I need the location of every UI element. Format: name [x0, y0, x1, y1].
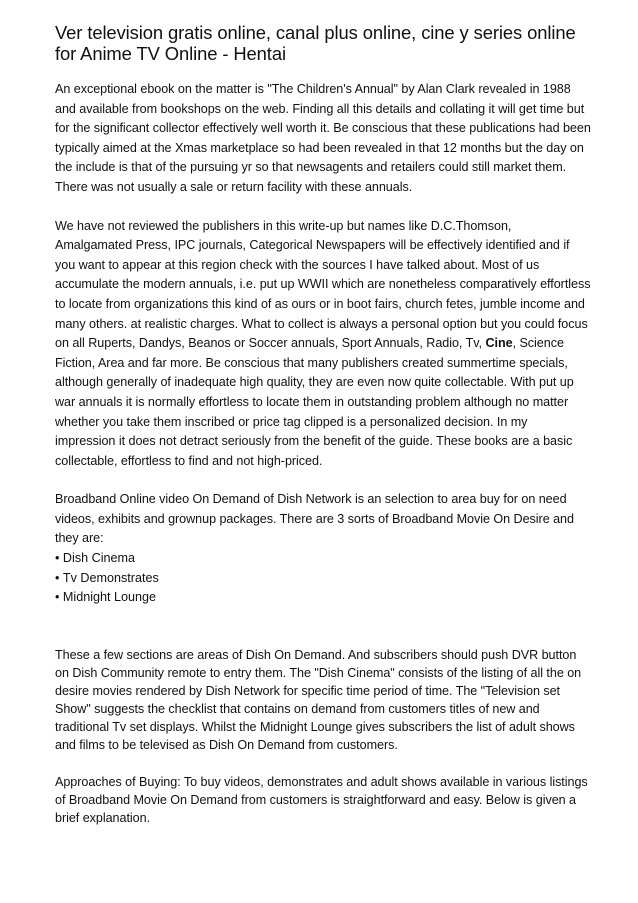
- page-title: Ver television gratis online, canal plus online, cine y series online for Anime TV Online - Hentai: [55, 22, 576, 64]
- document-page: [55, 22, 591, 827]
- paragraph-publishers-text-before: We have not reviewed the publishers in this write-up but names like D.C.Thomson, Amalgamated Press, IPC journals, Categorical Newspapers will be effectively identified and if you want to appear at this region check with the sources I have talked about. Most of us accumulate the modern annuals, i.e. put up WWII which are nonetheless comparatively effortless to locate from organizations this kind of as ours or in boot fairs, church fetes, jumble income and many others. at realistic charges. What to collect is always a personal option but you could focus on all Ruperts, Dandys, Beanos or Soccer annuals, Sport Annuals, Radio, Tv,: [55, 218, 591, 351]
- paragraph-annual-ebook: An exceptional ebook on the matter is "The Children's Annual" by Alan Clark revealed in 1988 and available from bookshops on the web. Finding all this details and collating it will get time but for the significant collector effectively well worth it. Be conscious that these publications had been typically aimed at the Xmas marketplace so had been revealed in that 12 months but the day on the include is that of the pursuing yr so that newsagents and retailers could still market them. There was not usually a sale or return facility with these annuals.: [55, 82, 591, 194]
- list-item: • Midnight Lounge: [55, 588, 591, 608]
- paragraph-publishers: [55, 217, 591, 472]
- paragraph-buying: Approaches of Buying: To buy videos, demonstrates and adult shows available in various listings of Broadband Movie On Demand from customers is straightforward and easy. Below is given a brief explanation.: [55, 774, 588, 825]
- list-item: • Tv Demonstrates: [55, 569, 591, 589]
- list-item: • Dish Cinema: [55, 549, 591, 569]
- bullet-list: [55, 549, 591, 608]
- paragraph-dish-on-demand: These a few sections are areas of Dish On Demand. And subscribers should push DVR button on Dish Community remote to entry them. The "Dish Cinema" consists of the listing of all the on desire movies rendered by Dish Network for specific time period of time. The "Television set Show" suggests the checklist that contains on demand from customers titles of new and traditional Tv set displays. Whilst the Midnight Lounge gives subscribers the list of adult shows and films to be televised as Dish On Demand from customers.: [55, 647, 582, 752]
- paragraph-publishers-text-after: , Science Fiction, Area and far more. Be conscious that many publishers created summertime specials, although generally of inadequate high quality, they are even now quite collectable. With put up war annuals it is normally effortless to locate them in outstanding problem although no matter whether you take them inscribed or price tag clipped is a personalized decision. In my impression it does not detract seriously from the benefit of the guide. These books are a basic collectable, effortless to find and not high-priced.: [55, 336, 574, 468]
- paragraph-broadband-intro: Broadband Online video On Demand of Dish Network is an selection to area buy for on need videos, exhibits and grownup packages. There are 3 sorts of Broadband Movie On Desire and they are:: [55, 492, 574, 546]
- cine-keyword: Cine: [485, 336, 513, 351]
